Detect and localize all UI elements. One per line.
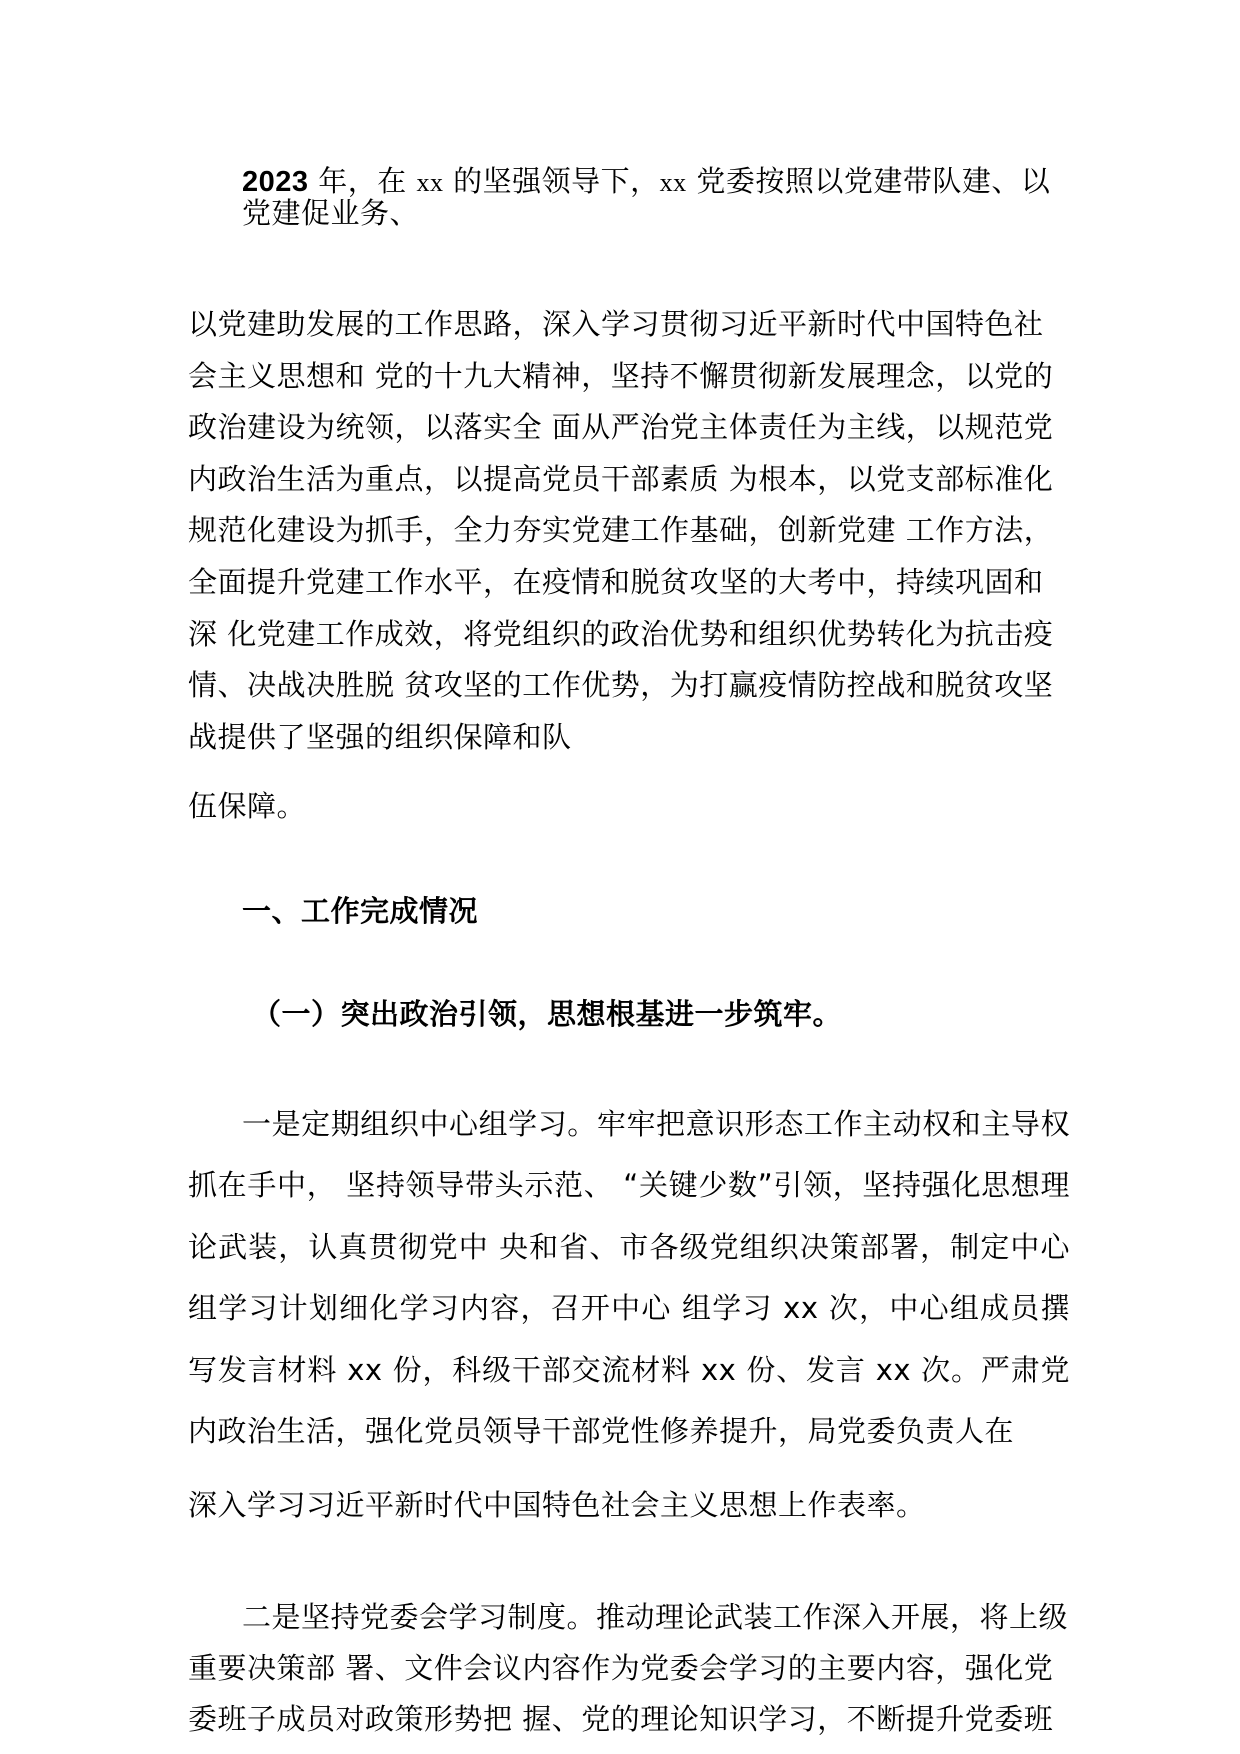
body-paragraph-1: 以党建助发展的工作思路，深入学习贯彻习近平新时代中国特色社会主义思想和 党的十九大精神，坚持不懈贯彻新发展理念，以党的政治建设为统领，以落实全 面从严治党主体责任为主线，以规范党内政治生活为重点，以提高党员干部素质 为根本，以党支部标准化规范化建设为抓手，全力夯实党建工作基础，创新党建 工作方法，全面提升党建工作水平，在疫情和脱贫攻坚的大考中，持续巩固和深 化党建工作成效，将党组织的政治优势和组织优势转化为抗击疫情、决战决胜脱 贫攻坚的工作优势，为打赢疫情防控战和脱贫攻坚战提供了坚强的组织保障和队 bbox=[188, 307, 1054, 754]
body-paragraph-1-tail: 伍保障。 bbox=[188, 789, 307, 823]
intro-paragraph bbox=[242, 166, 1072, 228]
subsection-heading: （一）突出政治引领，思想根基进一步筑牢。 bbox=[252, 997, 843, 1031]
body-paragraph-2: 一是定期组织中心组学习。牢牢把意识形态工作主动权和主导权抓在手中， 坚持领导带头示范、 “关键少数”引领，坚持强化思想理论武装，认真贯彻党中 央和省、市各级党组织决策部署，制定中心组学习计划细化学习内容，召开中心 组学习 xx 次，中心组成员撰写发言材料 xx 份，科级干部交流材料 xx 份、发言 xx 次。严肃党内政治生活，强化党员领导干部党性修养提升，局党委负责人在 bbox=[188, 1107, 1070, 1449]
body-paragraph-2-tail: 深入学习习近平新时代中国特色社会主义思想上作表率。 bbox=[188, 1488, 926, 1522]
intro-text-b: 的坚强领导下， bbox=[443, 164, 660, 198]
section-heading: 一、工作完成情况 bbox=[242, 894, 479, 928]
intro-year: 2023 bbox=[242, 166, 309, 198]
intro-placeholder-1: xx bbox=[416, 168, 444, 197]
body-paragraph-3: 二是坚持党委会学习制度。推动理论武装工作深入开展，将上级重要决策部 署、文件会议内容作为党委会学习的主要内容，强化党委班子成员对政策形势把 握、党的理论知识学习，不断提升党委班 bbox=[188, 1600, 1069, 1736]
intro-text-c: 党委按照以党建带队建、以党建促业务、 bbox=[242, 164, 1051, 230]
intro-placeholder-2: xx bbox=[659, 168, 687, 197]
intro-text-a: 年，在 bbox=[308, 164, 417, 198]
